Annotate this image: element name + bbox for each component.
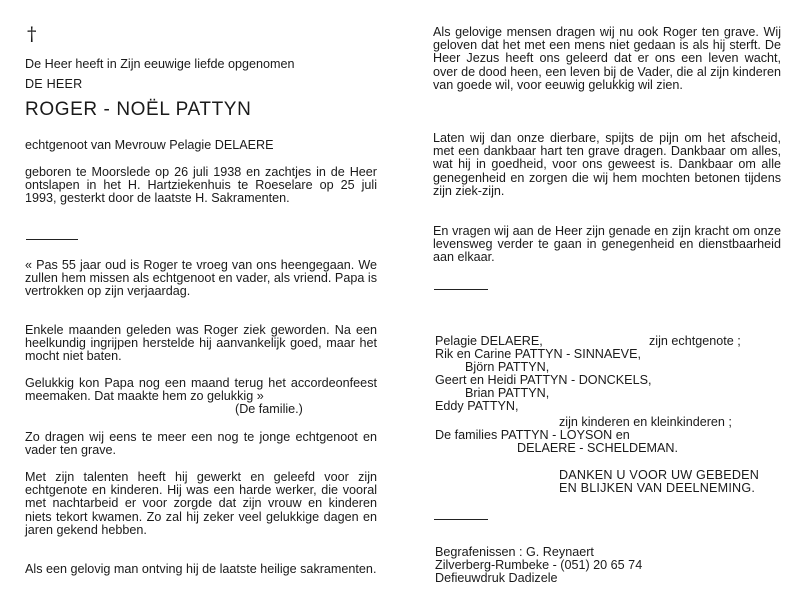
cross-icon: †: [27, 23, 37, 45]
family-line-1: De families PATTYN - LOYSON en: [435, 428, 630, 442]
funeral-address: Zilverberg-Rumbeke - (051) 20 65 74: [435, 558, 643, 572]
de-heer-label: DE HEER: [25, 77, 83, 91]
paragraph-1: « Pas 55 jaar oud is Roger te vroeg van ons heengegaan. We zullen hem missen als echtgenoot en vader, als vriend. Papa is vertrokken op zijn verjaardag.: [25, 258, 377, 299]
family-child-1: Rik en Carine PATTYN - SINNAEVE,: [435, 347, 641, 361]
paragraph-6: Als een gelovig man ontving hij de laatste heilige sakramenten.: [25, 562, 377, 576]
spouse-line: echtgenoot van Mevrouw Pelagie DELAERE: [25, 138, 274, 152]
printer-credit: Defieuwdruk Dadizele: [435, 571, 558, 585]
divider-line: [434, 289, 488, 290]
family-child-3: Eddy PATTYN,: [435, 399, 519, 413]
family-spouse: Pelagie DELAERE,: [435, 334, 543, 348]
paragraph-gratitude: Laten wij dan onze dierbare, spijts de pijn om het afscheid, met een dankbaar hart ten grave dragen. Dankbaar om alles, wat hij in goedheid, voor ons geweest is. Dankbaar om alle genegenheid en zorgen die wij hem mochten betonen tijdens zijn ziek-zijn.: [433, 131, 781, 198]
family-signature: (De familie.): [235, 402, 303, 416]
thanks-line-2: EN BLIJKEN VAN DEELNEMING.: [559, 481, 756, 495]
family-spouse-role: zijn echtgenote ;: [649, 334, 741, 348]
family-children-role: zijn kinderen en kleinkinderen ;: [559, 415, 732, 429]
paragraph-3: Gelukkig kon Papa nog een maand terug het accordeonfeest meemaken. Dat maakte hem zo gelukkig »: [25, 376, 377, 404]
divider-line: [434, 519, 488, 520]
family-grandchild-2: Brian PATTYN,: [465, 386, 550, 400]
paragraph-prayer: En vragen wij aan de Heer zijn genade en zijn kracht om onze levensweg verder te gaan in genegenheid en dienstbaarheid aan elkaar.: [433, 224, 781, 265]
family-grandchild-1: Björn PATTYN,: [465, 360, 550, 374]
birth-death-text: geboren te Moorslede op 26 juli 1938 en zachtjes in de Heer ontslapen in het H. Hartziekenhuis te Roeselare op 25 juli 1993, gesterkt door de laatste H. Sakramenten.: [25, 165, 377, 206]
thanks-line-1: DANKEN U VOOR UW GEBEDEN: [559, 468, 760, 482]
funeral-director: Begrafenissen : G. Reynaert: [435, 545, 594, 559]
deceased-name: ROGER - NOËL PATTYN: [25, 99, 252, 120]
intro-text: De Heer heeft in Zijn eeuwige liefde opgenomen: [25, 57, 295, 71]
family-child-2: Geert en Heidi PATTYN - DONCKELS,: [435, 373, 652, 387]
family-line-2: DELAERE - SCHELDEMAN.: [517, 441, 678, 455]
divider-line: [26, 239, 78, 240]
paragraph-4: Zo dragen wij eens te meer een nog te jonge echtgenoot en vader ten grave.: [25, 430, 377, 458]
paragraph-5: Met zijn talenten heeft hij gewerkt en geleefd voor zijn echtgenote en kinderen. Hij was een harde werker, die vooral met nachtarbeid er voor zorgde dat zijn vrouw en kinderen niets tekort kwamen. Zo zal hij zeker veel gelukkige dagen en jaren gekend hebben.: [25, 470, 377, 537]
paragraph-2: Enkele maanden geleden was Roger ziek geworden. Na een heelkundig ingrijpen herstelde hij aanvankelijk goed, maar het mocht niet baten.: [25, 323, 377, 364]
paragraph-faith: Als gelovige mensen dragen wij nu ook Roger ten grave. Wij geloven dat het met een mens niet gedaan is als hij sterft. De Heer Jezus heeft ons geleerd dat er ons een leven wacht, over de dood heen, een leven bij de Vader, die al zijn kinderen van goede wil, voor eeuwig gelukkig wil zien.: [433, 25, 781, 92]
